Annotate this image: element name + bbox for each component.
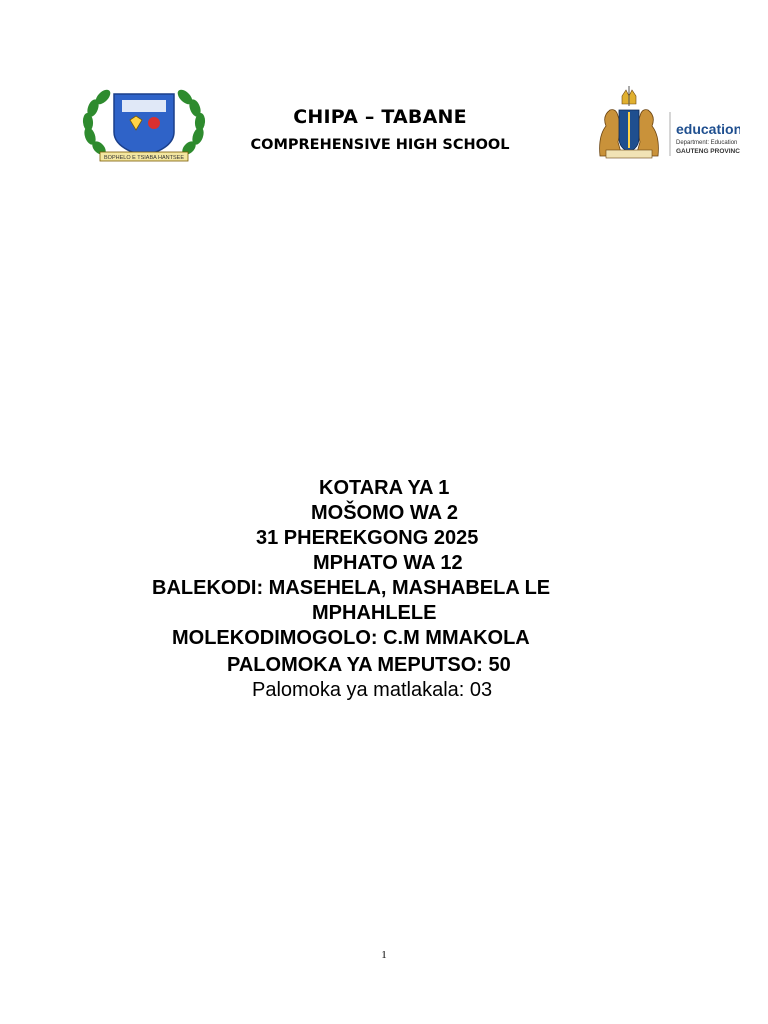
term-label: KOTARA YA 1: [319, 477, 450, 499]
task-label: MOŠOMO WA 2: [311, 502, 459, 524]
page-count-label: Palomoka ya matlakala: 03: [252, 679, 493, 701]
grade-label: MPHATO WA 12: [313, 552, 463, 574]
school-type: COMPREHENSIVE HIGH SCHOOL: [250, 137, 510, 153]
date-label: 31 PHEREKGONG 2025: [256, 527, 479, 549]
dept-logo-line1: Department: Education: [676, 140, 738, 146]
school-crest-logo: [80, 86, 208, 166]
page-number: 1: [381, 949, 387, 961]
moderator-label: MOLEKODIMOGOLO: C.M MMAKOLA: [172, 627, 530, 649]
crest-motto: BOPHELO E TSIABA HANTSEE: [104, 155, 184, 161]
dept-logo-name: education: [676, 121, 740, 137]
setters-line-1: BALEKODI: MASEHELA, MASHABELA LE: [152, 577, 551, 599]
dept-logo-line2: GAUTENG PROVINCE: [676, 148, 740, 155]
setters-line-2: MPHAHLELE: [312, 602, 437, 624]
school-name: CHIPA – TABANE: [293, 106, 467, 128]
gauteng-education-logo: [596, 86, 740, 162]
total-marks-label: PALOMOKA YA MEPUTSO: 50: [227, 654, 511, 676]
